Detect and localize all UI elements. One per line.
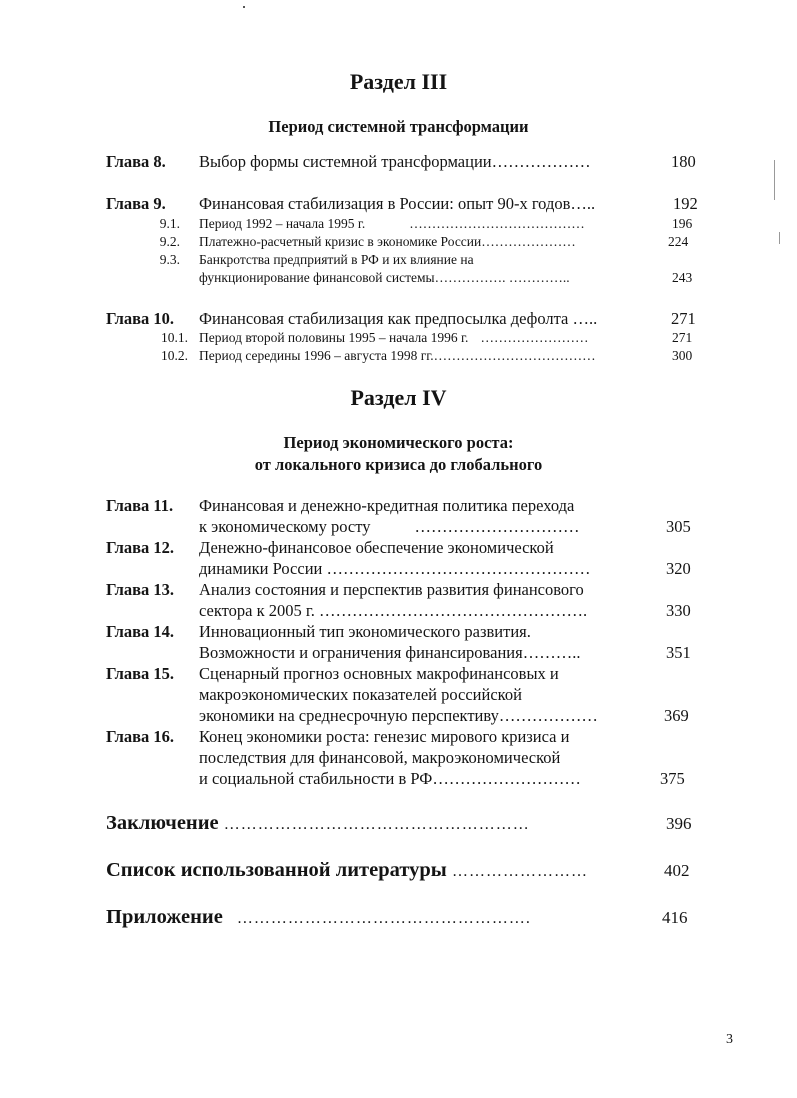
- chapter-title-cont[interactable]: макроэкономических показателей российской: [199, 685, 522, 704]
- chapter-title[interactable]: Анализ состояния и перспектив развития финансового: [199, 580, 584, 599]
- leader-dots: …………………………: [414, 517, 580, 536]
- chapter-title-text: к экономическому росту: [199, 517, 371, 536]
- scan-speck: [779, 232, 780, 244]
- chapter-page: 192: [673, 194, 698, 213]
- subsection-page: 224: [668, 234, 689, 249]
- scan-speck: [243, 6, 245, 8]
- section-subtitle-line1: Период экономического роста:: [283, 433, 514, 452]
- subsection-title-text: Период второй половины 1995 – начала 1996 г.: [199, 330, 469, 345]
- chapter-title[interactable]: Финансовая и денежно-кредитная политика перехода: [199, 496, 575, 515]
- chapter-title-cont[interactable]: последствия для финансовой, макроэкономической: [199, 748, 561, 767]
- chapter-title-cont[interactable]: динамики России …………………………………………: [199, 559, 591, 578]
- page-number: 3: [726, 1032, 733, 1047]
- leader-dots: …………………………………: [409, 216, 585, 231]
- chapter-title-cont[interactable]: [199, 517, 579, 537]
- subsection-number: 9.1.: [159, 216, 180, 231]
- leader-dots: ……………………: [451, 863, 588, 880]
- leader-dots: ……………………: [480, 330, 589, 345]
- chapter-page: 375: [660, 769, 685, 788]
- subsection-title[interactable]: [199, 216, 585, 232]
- appendix-entry[interactable]: [106, 906, 531, 929]
- subsection-title[interactable]: Период середины 1996 – августа 1998 гг.………………………………: [199, 348, 596, 363]
- conclusion-page: 396: [666, 814, 692, 833]
- subsection-title-cont[interactable]: функционирование финансовой системы……………. …………..: [199, 270, 570, 285]
- chapter-title[interactable]: Сценарный прогноз основных макрофинансовых и: [199, 664, 559, 683]
- chapter-label: Глава 8.: [106, 152, 166, 171]
- subsection-title-text: Период 1992 – начала 1995 г.: [199, 216, 366, 231]
- subsection-page: 243: [672, 270, 693, 285]
- subsection-page: 196: [672, 216, 693, 231]
- references-label: Список использованной литературы: [106, 859, 447, 881]
- subsection-title[interactable]: Банкротства предприятий в РФ и их влияние на: [199, 252, 474, 267]
- references-page: 402: [664, 861, 690, 880]
- appendix-page: 416: [662, 908, 688, 927]
- scan-speck: [774, 160, 775, 200]
- chapter-label: Глава 11.: [106, 496, 174, 515]
- section-subtitle-line2: от локального кризиса до глобального: [254, 455, 543, 474]
- chapter-title[interactable]: Финансовая стабилизация как предпосылка дефолта …..: [199, 309, 598, 328]
- chapter-label: Глава 13.: [106, 580, 175, 599]
- subsection-number: 10.2.: [161, 348, 188, 363]
- conclusion-entry[interactable]: [106, 812, 530, 835]
- chapter-title[interactable]: Денежно-финансовое обеспечение экономической: [199, 538, 554, 557]
- chapter-page: 351: [666, 643, 691, 662]
- subsection-number: 9.3.: [159, 252, 180, 267]
- references-entry[interactable]: [106, 859, 588, 882]
- chapter-title[interactable]: Выбор формы системной трансформации………………: [199, 152, 591, 171]
- subsection-title[interactable]: Платежно-расчетный кризис в экономике России…………………: [199, 234, 576, 249]
- chapter-label: Глава 16.: [106, 727, 175, 746]
- subsection-number: 10.1.: [161, 330, 188, 345]
- chapter-label: Глава 15.: [106, 664, 175, 683]
- section-title: Раздел III: [349, 69, 448, 94]
- chapter-label: Глава 9.: [106, 194, 166, 213]
- leader-dots: ………………………………………………: [223, 816, 530, 833]
- chapter-page: 180: [671, 152, 696, 171]
- chapter-label: Глава 10.: [106, 309, 175, 328]
- chapter-title-cont[interactable]: экономики на среднесрочную перспективу………………: [199, 706, 598, 725]
- chapter-label: Глава 12.: [106, 538, 175, 557]
- subsection-title[interactable]: [199, 330, 588, 346]
- chapter-title-cont[interactable]: Возможности и ограничения финансирования………..: [199, 643, 581, 662]
- conclusion-label: Заключение: [106, 812, 219, 834]
- section-subtitle: Период системной трансформации: [268, 117, 529, 136]
- chapter-page: 320: [666, 559, 691, 578]
- chapter-page: 330: [666, 601, 691, 620]
- section-title: Раздел IV: [350, 385, 447, 410]
- chapter-page: 271: [671, 309, 696, 328]
- leader-dots: …………………………………………….: [236, 910, 531, 927]
- subsection-page: 300: [672, 348, 693, 363]
- chapter-title[interactable]: Финансовая стабилизация в России: опыт 90-х годов…..: [199, 194, 596, 213]
- chapter-page: 305: [666, 517, 691, 536]
- chapter-label: Глава 14.: [106, 622, 175, 641]
- chapter-title[interactable]: Конец экономики роста: генезис мирового кризиса и: [199, 727, 570, 746]
- subsection-number: 9.2.: [159, 234, 180, 249]
- subsection-page: 271: [672, 330, 693, 345]
- chapter-page: 369: [664, 706, 689, 725]
- chapter-title[interactable]: Инновационный тип экономического развития.: [199, 622, 531, 641]
- chapter-title-cont[interactable]: сектора к 2005 г. ………………………………………….: [199, 601, 588, 620]
- chapter-title-cont[interactable]: и социальной стабильности в РФ………………………: [199, 769, 581, 788]
- appendix-label: Приложение: [106, 906, 223, 928]
